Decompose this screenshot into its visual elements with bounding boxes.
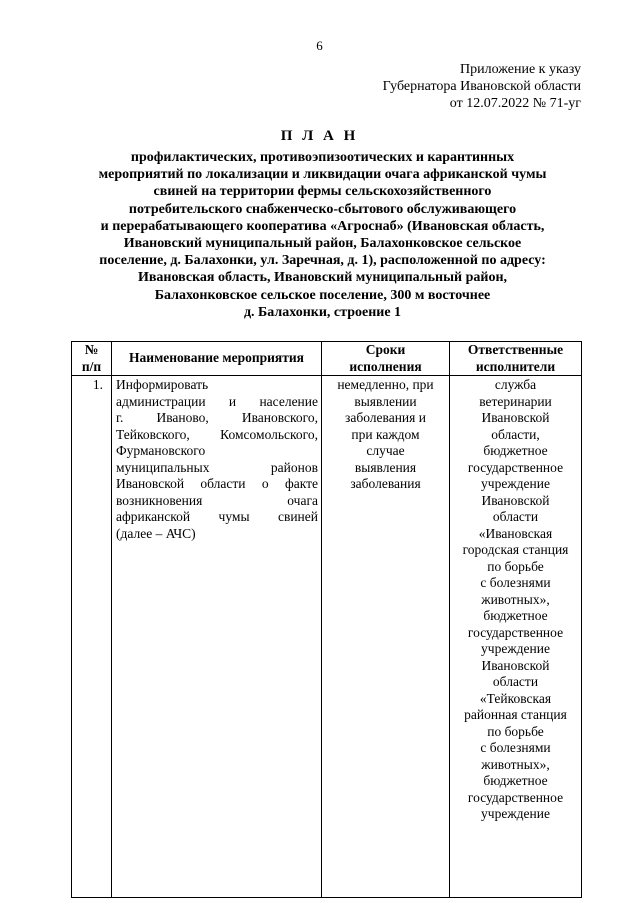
term-line: выявлении <box>354 393 417 409</box>
name-line: Ивановской области о факте <box>116 476 318 491</box>
header-resp-line: исполнители <box>475 358 556 374</box>
resp-line: бюджетное <box>483 773 548 788</box>
name-line: Информировать <box>116 377 209 392</box>
row-resp <box>450 376 582 898</box>
resp-line: животных», <box>481 756 550 772</box>
resp-line: «Тейковская <box>479 690 552 706</box>
header-resp <box>450 342 582 376</box>
term-line: при каждом <box>351 426 420 442</box>
name-line: (далее – АЧС) <box>116 525 196 541</box>
resp-line: по борьбе <box>487 558 544 574</box>
header-term <box>322 342 450 376</box>
resp-line: Ивановской <box>481 492 550 508</box>
appendix-block <box>383 61 581 112</box>
resp-line: Ивановской <box>481 410 550 425</box>
page-number: 6 <box>316 38 323 53</box>
resp-line: государственное <box>467 459 564 475</box>
resp-line: животных», <box>481 591 550 607</box>
resp-line: области <box>492 674 539 689</box>
term-line: немедленно, при <box>337 377 434 392</box>
resp-line: учреждение <box>481 476 550 491</box>
subtitle-line: потребительского снабженческо-сбытового обслуживающего <box>128 201 517 217</box>
header-term-line: Сроки <box>365 342 406 357</box>
resp-line: области <box>492 509 539 524</box>
appendix-line: от 12.07.2022 № 71-уг <box>449 96 581 111</box>
name-line: Тейковского, Комсомольского, <box>116 426 318 442</box>
table-row <box>72 376 582 898</box>
header-name: Наименование мероприятия <box>112 342 322 376</box>
name-line: возникновения очага <box>116 492 318 508</box>
appendix-line: Губернатора Ивановской области <box>382 79 581 94</box>
term-line: заболевания и <box>345 410 426 425</box>
resp-line: бюджетное <box>483 608 548 623</box>
resp-line: «Ивановская <box>478 525 553 541</box>
table-header-row <box>72 342 582 376</box>
subtitle-line: поселение, д. Балахонки, ул. Заречная, д. 1), расположенной по адресу: <box>99 253 546 269</box>
subtitle-line: Балахонковское сельское поселение, 300 м восточнее <box>154 287 491 303</box>
resp-line: районная станция <box>464 707 567 722</box>
resp-line: городская станция <box>462 542 569 557</box>
resp-line: учреждение <box>481 641 550 656</box>
row-num: 1. <box>72 376 112 898</box>
resp-line: бюджетное <box>483 443 548 458</box>
row-name <box>112 376 322 898</box>
appendix-line: Приложение к указу <box>460 62 581 77</box>
plan-table <box>71 341 582 898</box>
resp-line: с болезнями <box>480 740 551 755</box>
term-line: случае <box>366 443 405 458</box>
name-line: Фурмановского <box>116 443 206 458</box>
plan-title: П Л А Н <box>280 128 359 144</box>
name-line: муниципальных районов <box>116 459 318 475</box>
subtitle-line: профилактических, противоэпизоотических и карантинных <box>130 150 515 165</box>
subtitle-line: Ивановская область, Ивановский муниципальный район, <box>137 270 508 286</box>
resp-line: учреждение <box>481 806 550 821</box>
resp-line: ветеринарии <box>479 393 552 409</box>
resp-line: по борьбе <box>487 723 544 739</box>
name-line: африканской чумы свиней <box>116 509 318 524</box>
subtitle-line: и перерабатывающего кооператива «Агроснаб» (Ивановская область, <box>100 218 545 234</box>
resp-line: государственное <box>467 624 564 640</box>
resp-line: Ивановской <box>481 657 550 673</box>
term-line: выявления <box>354 459 417 475</box>
subtitle-line: свиней на территории фермы сельскохозяйственного <box>153 184 492 200</box>
resp-line: с болезнями <box>480 575 551 590</box>
row-term <box>322 376 450 898</box>
subtitle-line: мероприятий по локализации и ликвидации очага африканской чумы <box>98 167 547 183</box>
resp-line: области, <box>491 426 540 442</box>
name-line: администрации и население <box>116 393 318 409</box>
header-num <box>72 342 112 376</box>
plan-subtitle <box>60 149 585 321</box>
name-line: г. Иваново, Ивановского, <box>116 410 318 425</box>
resp-line: государственное <box>467 789 564 805</box>
header-resp-line: Ответственные <box>467 342 564 357</box>
term-line: заболевания <box>350 476 421 491</box>
subtitle-line: Ивановский муниципальный район, Балахонковское сельское <box>123 236 522 252</box>
subtitle-line: д. Балахонки, строение 1 <box>243 304 402 320</box>
header-num-line: № <box>84 342 99 357</box>
header-num-line: п/п <box>81 358 102 374</box>
header-term-line: исполнения <box>349 358 422 374</box>
resp-line: служба <box>494 377 537 392</box>
